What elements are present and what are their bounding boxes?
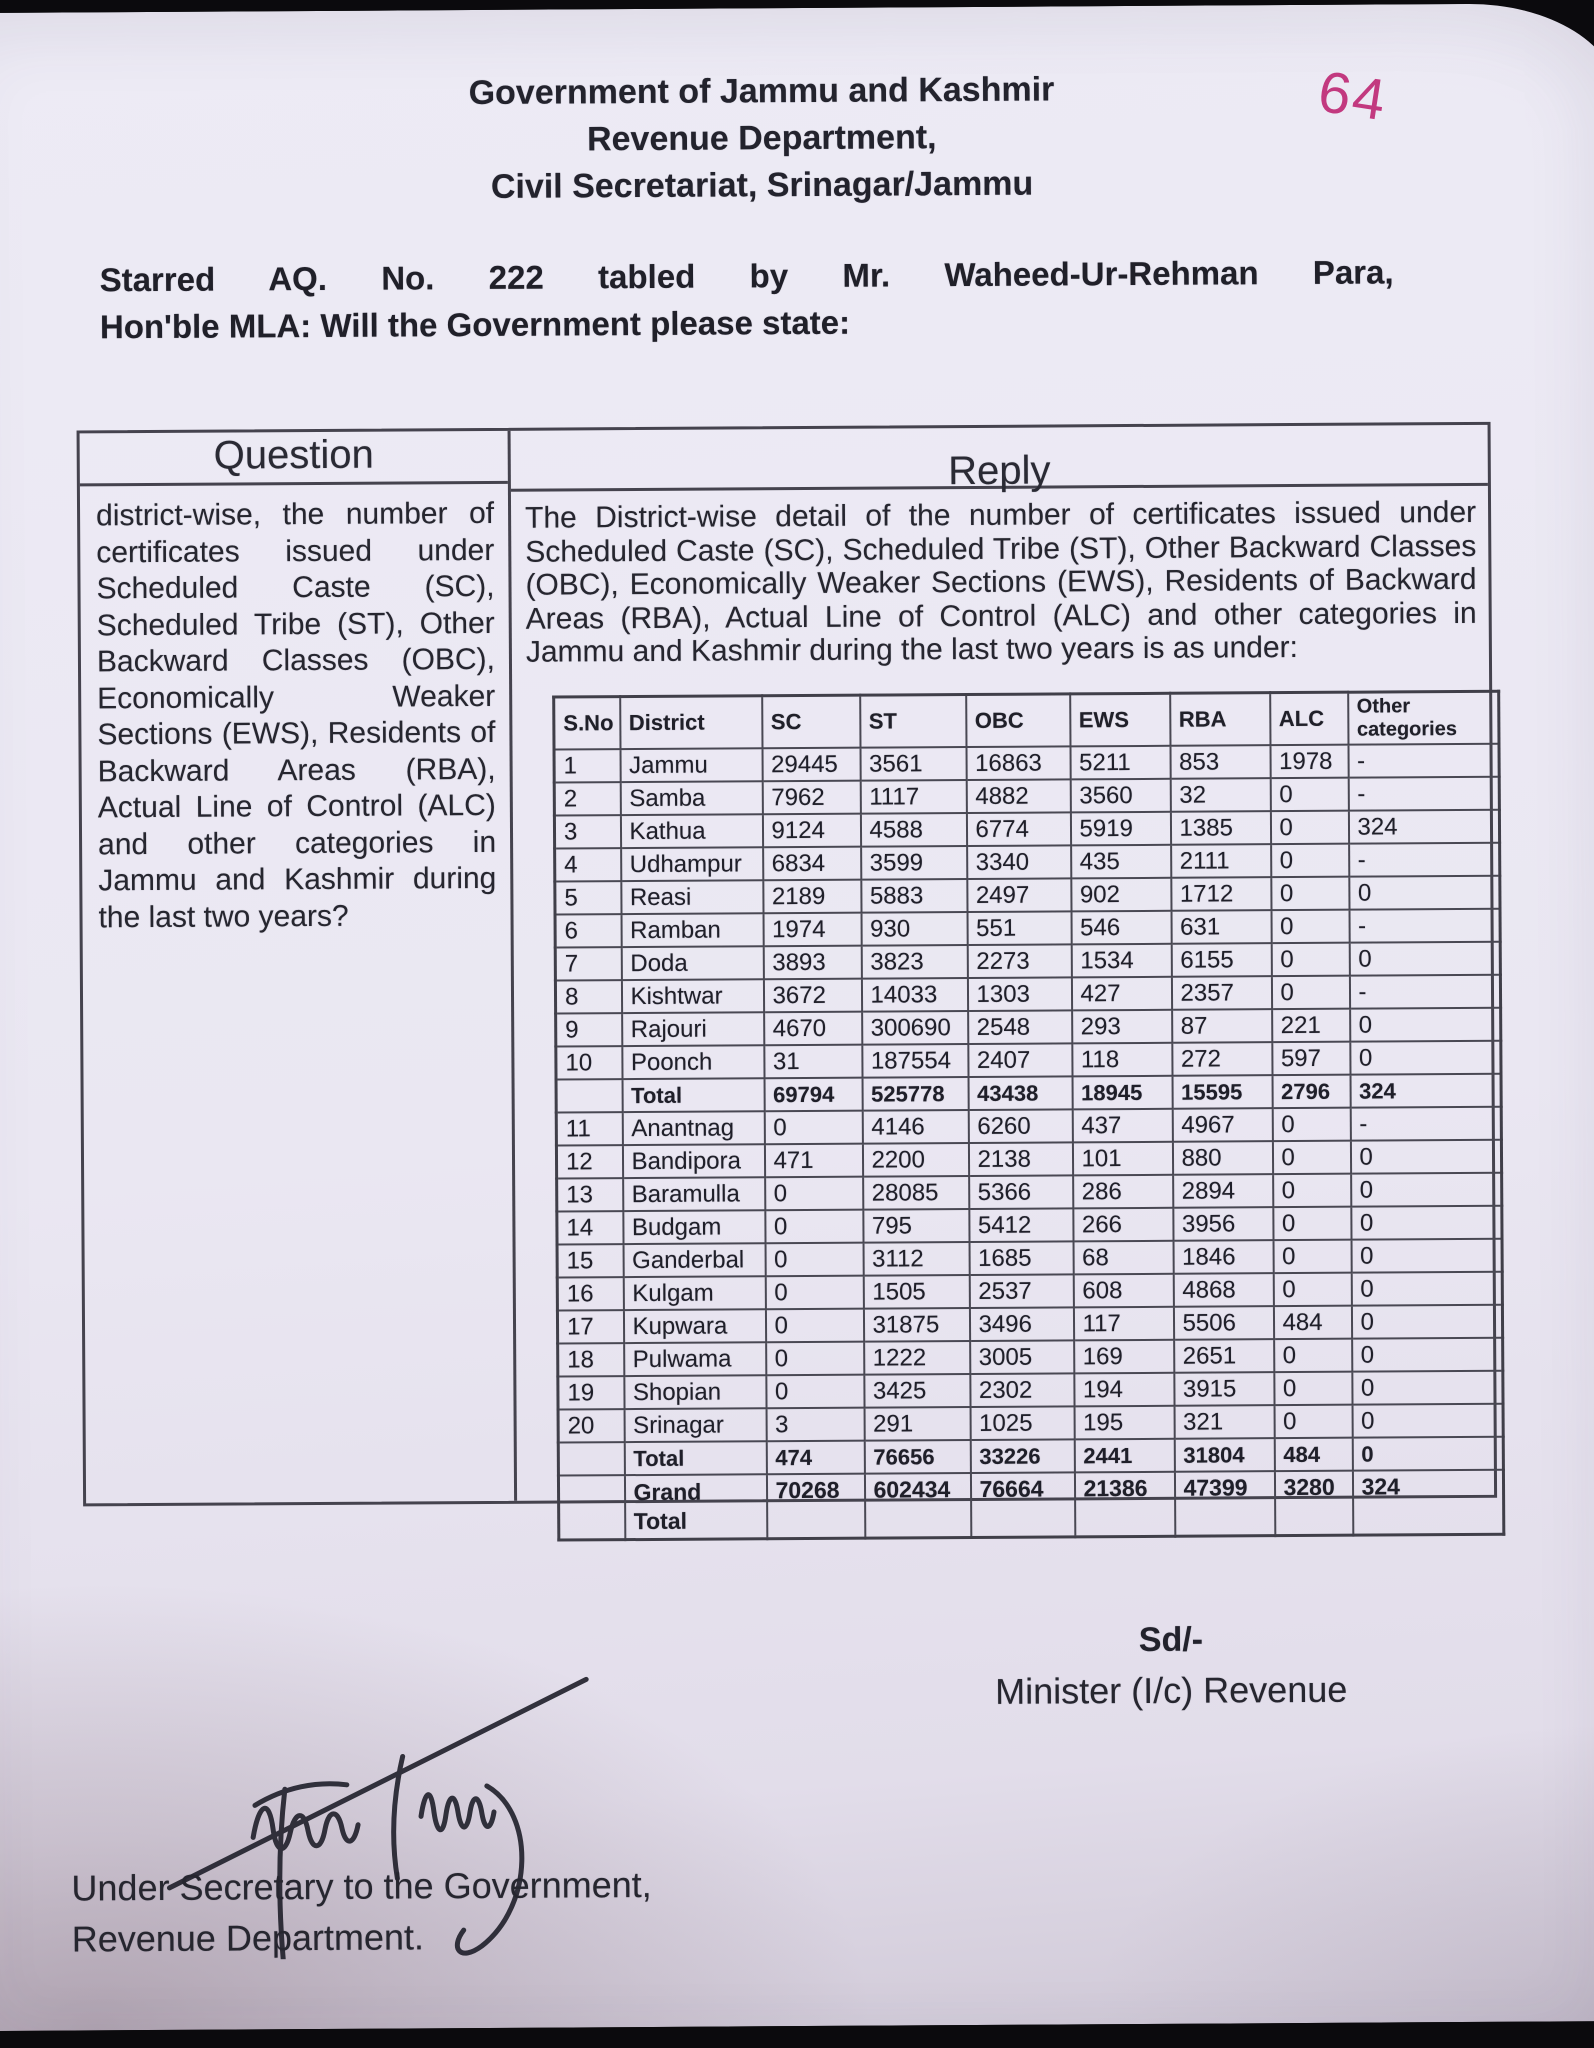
table-row	[558, 1469, 1503, 1539]
table-cell: 0	[1270, 777, 1348, 810]
table-cell: 3672	[763, 978, 861, 1012]
table-cell: 17	[557, 1310, 623, 1343]
footer-line-2: Revenue Department.	[71, 1916, 425, 1960]
table-cell: 3823	[861, 945, 967, 979]
table-cell: 0	[1271, 942, 1349, 975]
table-cell: 4670	[764, 1011, 862, 1045]
signature-stroke	[421, 1794, 494, 1830]
question-column	[80, 431, 518, 1504]
table-cell: 1117	[860, 780, 966, 814]
table-cell: Samba	[620, 781, 762, 815]
table-cell: 76656	[864, 1440, 970, 1474]
signature-stroke	[253, 1808, 358, 1849]
table-cell: Jammu	[620, 748, 762, 782]
table-cell: 19	[558, 1376, 624, 1409]
table-cell: 69794	[764, 1077, 862, 1111]
table-cell: 484	[1273, 1305, 1351, 1338]
table-cell: 608	[1073, 1273, 1173, 1307]
table-cell: 7	[555, 947, 621, 980]
question-intro-paragraph	[99, 248, 1394, 350]
table-cell: 602434	[864, 1473, 970, 1538]
table-cell: 0	[1352, 1436, 1503, 1470]
table-cell: 43438	[968, 1076, 1072, 1110]
table-cell: 70268	[766, 1473, 864, 1538]
document-header	[296, 65, 1227, 212]
table-cell: 0	[766, 1341, 864, 1375]
table-cell: 795	[863, 1209, 969, 1243]
table-cell: Total	[622, 1078, 764, 1112]
table-cell: 1712	[1171, 877, 1271, 911]
table-cell: -	[1349, 908, 1500, 942]
table-cell: 14	[557, 1211, 623, 1244]
table-cell: 551	[967, 911, 1071, 945]
table-cell: 31875	[863, 1308, 969, 1342]
table-cell: 6260	[968, 1109, 1072, 1143]
table-cell: 474	[766, 1440, 864, 1474]
table-cell: 4	[555, 848, 621, 881]
table-cell: 0	[1349, 941, 1500, 975]
table-cell: 2138	[968, 1142, 1072, 1176]
table-header-cell: ALC	[1270, 692, 1348, 745]
table-cell: 2497	[967, 878, 1071, 912]
table-cell: 2894	[1173, 1174, 1273, 1208]
table-cell: -	[1348, 776, 1499, 810]
table-cell: 930	[861, 912, 967, 946]
table-cell: Doda	[621, 946, 763, 980]
table-cell: 6	[555, 914, 621, 947]
table-cell: 2200	[862, 1143, 968, 1177]
table-cell: 1222	[864, 1341, 970, 1375]
table-cell: 1974	[763, 912, 861, 946]
table-cell: 2111	[1171, 844, 1271, 878]
table-cell: 33226	[970, 1439, 1074, 1473]
table-cell: 1685	[969, 1241, 1073, 1275]
table-cell: 118	[1072, 1042, 1172, 1076]
table-cell: Udhampur	[621, 847, 763, 881]
table-cell: 187554	[862, 1044, 968, 1078]
table-cell: 0	[765, 1176, 863, 1210]
table-cell	[558, 1475, 624, 1540]
table-cell: 47399	[1174, 1471, 1274, 1536]
table-cell: 0	[1273, 1206, 1351, 1239]
table-cell: 435	[1071, 844, 1171, 878]
table-cell: 15595	[1172, 1075, 1272, 1109]
table-cell: 0	[1271, 843, 1349, 876]
table-cell: 2189	[763, 879, 861, 913]
table-cell: 18	[558, 1343, 624, 1376]
table-cell: Ramban	[621, 913, 763, 947]
table-cell: Rajouri	[622, 1012, 764, 1046]
table-cell: 31	[764, 1044, 862, 1078]
table-cell: 300690	[862, 1011, 968, 1045]
district-certificates-table	[552, 689, 1505, 1541]
table-cell: 2548	[968, 1010, 1072, 1044]
table-cell: 0	[1274, 1404, 1352, 1437]
table-cell: -	[1348, 743, 1499, 777]
table-cell: 4588	[860, 813, 966, 847]
table-cell: 1025	[970, 1406, 1074, 1440]
table-body	[554, 743, 1504, 1539]
table-header-row	[554, 691, 1499, 749]
table-cell: 3425	[864, 1374, 970, 1408]
table-cell: 2441	[1074, 1438, 1174, 1472]
table-cell: 1303	[967, 977, 1071, 1011]
table-cell: 5	[555, 881, 621, 914]
table-cell: Baramulla	[623, 1177, 765, 1211]
table-cell: Poonch	[622, 1045, 764, 1079]
table-cell: 0	[1352, 1370, 1503, 1404]
table-cell: 1505	[863, 1275, 969, 1309]
table-cell	[558, 1442, 624, 1475]
table-cell: 631	[1171, 910, 1271, 944]
table-cell: 0	[765, 1209, 863, 1243]
table-cell: 3561	[860, 747, 966, 781]
header-line-secretariat: Civil Secretariat, Srinagar/Jammu	[490, 164, 1034, 206]
table-cell: 1	[554, 749, 620, 782]
table-cell: 0	[1350, 1139, 1501, 1173]
intro-line-2: Hon'ble MLA: Will the Government please state:	[99, 303, 851, 346]
table-header-cell: ST	[860, 694, 966, 747]
table-cell: -	[1349, 842, 1500, 876]
footer-signatory	[71, 1859, 652, 1965]
table-cell: 321	[1174, 1405, 1274, 1439]
table-cell: 484	[1274, 1437, 1352, 1470]
table-cell: 2	[554, 782, 620, 815]
table-cell: 0	[765, 1308, 863, 1342]
table-cell: 29445	[762, 747, 860, 781]
table-cell: 437	[1072, 1108, 1172, 1142]
table-cell: 6155	[1171, 943, 1271, 977]
table-cell: 0	[1270, 810, 1348, 843]
table-cell: 0	[766, 1374, 864, 1408]
table-cell: 2302	[970, 1373, 1074, 1407]
table-cell: Total	[624, 1441, 766, 1475]
table-header-cell: EWS	[1070, 693, 1170, 746]
table-cell	[556, 1079, 622, 1112]
table-cell: 169	[1074, 1339, 1174, 1373]
table-cell: 4882	[966, 779, 1070, 813]
table-cell: 20	[558, 1409, 624, 1442]
table-cell: 9124	[762, 813, 860, 847]
table-cell: 0	[1273, 1239, 1351, 1272]
table-cell: 324	[1352, 1469, 1503, 1534]
table-cell: 7962	[762, 780, 860, 814]
table-cell: 6774	[966, 812, 1070, 846]
table-cell: 3005	[970, 1340, 1074, 1374]
table-cell: Shopian	[624, 1375, 766, 1409]
table-cell: 0	[1274, 1371, 1352, 1404]
table-cell: 0	[1350, 1007, 1501, 1041]
reply-title: Reply	[511, 425, 1488, 492]
table-header-cell: OBC	[966, 693, 1070, 746]
table-cell: Kishtwar	[621, 979, 763, 1013]
table-cell: -	[1350, 1106, 1501, 1140]
table-cell: 0	[1272, 1107, 1350, 1140]
table-cell: Ganderbal	[623, 1243, 765, 1277]
table-cell: 0	[1351, 1172, 1502, 1206]
table-cell: 0	[1351, 1304, 1502, 1338]
handwritten-page-number: 64	[1314, 58, 1392, 134]
table-cell: 324	[1350, 1073, 1501, 1107]
table-cell: 0	[765, 1242, 863, 1276]
table-cell: 194	[1074, 1372, 1174, 1406]
table-cell: 286	[1073, 1174, 1173, 1208]
minister-title: Minister (I/c) Revenue	[995, 1668, 1348, 1712]
table-cell: 4146	[862, 1110, 968, 1144]
table-cell: Anantnag	[622, 1111, 764, 1145]
intro-line-1: Starred AQ. No. 222 tabled by Mr. Waheed-Ur-Rehman Para,	[99, 253, 1394, 299]
table-cell: 3956	[1173, 1207, 1273, 1241]
table-cell: -	[1349, 974, 1500, 1008]
table-cell: 0	[1273, 1173, 1351, 1206]
question-title: Question	[80, 431, 508, 487]
table-cell: 5883	[861, 879, 967, 913]
reply-column	[511, 425, 1495, 1534]
table-cell: 13	[557, 1178, 623, 1211]
signature-stroke	[168, 1679, 587, 1888]
table-cell: 2407	[968, 1043, 1072, 1077]
table-cell: 0	[1351, 1238, 1502, 1272]
table-cell: 5506	[1173, 1306, 1273, 1340]
footer-line-1: Under Secretary to the Government,	[71, 1863, 652, 1909]
table-cell: 3496	[969, 1307, 1073, 1341]
header-line-government: Government of Jammu and Kashmir	[468, 70, 1055, 113]
table-cell: 3560	[1070, 778, 1170, 812]
table-cell: 880	[1172, 1141, 1272, 1175]
table-cell: 3112	[863, 1242, 969, 1276]
table-cell: 5366	[969, 1175, 1073, 1209]
table-cell: 87	[1172, 1009, 1272, 1043]
signoff-block	[936, 1619, 1407, 1713]
table-cell: 16863	[966, 746, 1070, 780]
table-cell: 0	[765, 1275, 863, 1309]
table-cell: Kupwara	[623, 1309, 765, 1343]
table-cell: 2651	[1174, 1339, 1274, 1373]
signature-stroke	[255, 1784, 347, 1806]
table-cell: Kathua	[620, 814, 762, 848]
table-cell: Bandipora	[622, 1144, 764, 1178]
table-header-cell: S.No	[554, 696, 620, 749]
table-cell: 6834	[763, 846, 861, 880]
reply-body: The District-wise detail of the number of certificates issued under Scheduled Caste (SC), Scheduled Tribe (ST), Other Backward Classes (OBC), Economically Weaker Sections (EWS), Residents of Backward Areas (RBA), Actual Line of Control (ALC) and other categories in Jammu and Kashmir during the last two years is as under:	[524, 495, 1477, 669]
table-cell: 31804	[1174, 1438, 1274, 1472]
question-reply-box	[77, 422, 1498, 1534]
table-cell: 3	[554, 815, 620, 848]
table-cell: 4967	[1172, 1108, 1272, 1142]
table-cell: 10	[556, 1046, 622, 1079]
table-cell: 18945	[1072, 1075, 1172, 1109]
table-cell: 3599	[861, 846, 967, 880]
table-cell: 68	[1073, 1240, 1173, 1274]
document-page	[0, 3, 1594, 2031]
table-cell: 546	[1071, 910, 1171, 944]
table-cell: 293	[1072, 1009, 1172, 1043]
table-cell: 324	[1348, 809, 1499, 843]
table-cell: 9	[556, 1013, 622, 1046]
table-cell: 272	[1172, 1042, 1272, 1076]
table-cell: 2273	[967, 944, 1071, 978]
table-cell: 0	[1271, 876, 1349, 909]
table-cell: 0	[1351, 1271, 1502, 1305]
table-cell: 2796	[1272, 1074, 1350, 1107]
table-cell: 195	[1074, 1405, 1174, 1439]
table-header-cell: SC	[762, 695, 860, 748]
table-cell: 2357	[1171, 976, 1271, 1010]
table-cell: 0	[1274, 1338, 1352, 1371]
table-cell: 3893	[763, 945, 861, 979]
table-cell: 21386	[1074, 1471, 1174, 1536]
table-cell: 28085	[863, 1176, 969, 1210]
sd-label: Sd/-	[1138, 1620, 1204, 1659]
table-cell: 0	[1273, 1272, 1351, 1305]
table-cell: 0	[1271, 975, 1349, 1008]
table-header-cell: RBA	[1170, 692, 1270, 745]
table-cell: 5211	[1070, 745, 1170, 779]
table-cell: 427	[1071, 976, 1171, 1010]
header-line-department: Revenue Department,	[586, 118, 937, 159]
table-cell: 266	[1073, 1207, 1173, 1241]
table-cell: 0	[1352, 1337, 1503, 1371]
table-cell: 4868	[1173, 1273, 1273, 1307]
table-cell: 14033	[861, 978, 967, 1012]
table-cell: 1385	[1170, 811, 1270, 845]
table-cell: 101	[1072, 1141, 1172, 1175]
table-cell: 1534	[1071, 943, 1171, 977]
table-cell: 11	[556, 1112, 622, 1145]
table-cell: Reasi	[621, 880, 763, 914]
table-cell: Srinagar	[624, 1408, 766, 1442]
table-cell: 597	[1272, 1041, 1350, 1074]
table-cell: Pulwama	[624, 1342, 766, 1376]
table-cell: 0	[1272, 1140, 1350, 1173]
table-cell: 1846	[1173, 1240, 1273, 1274]
table-cell: 8	[555, 980, 621, 1013]
table-cell: 853	[1170, 745, 1270, 779]
table-cell: 117	[1073, 1306, 1173, 1340]
table-cell: 0	[1271, 909, 1349, 942]
table-cell: 16	[557, 1277, 623, 1310]
table-cell: 1978	[1270, 744, 1348, 777]
table-cell: 0	[1350, 1040, 1501, 1074]
question-body: district-wise, the number of certificates issued under Scheduled Caste (SC), Scheduled Tribe (ST), Other Backward Classes (OBC), Economically Weaker Sections (EWS), Residents of Backward Areas (RBA), Actual Line of Control (ALC) and other categories in Jammu and Kashmir during the last two years?	[95, 496, 497, 934]
table-cell: 5919	[1070, 811, 1170, 845]
table-cell: 0	[1351, 1205, 1502, 1239]
table-cell: 12	[556, 1145, 622, 1178]
table-header	[554, 691, 1499, 749]
table-cell: 0	[1349, 875, 1500, 909]
table-cell: Grand Total	[624, 1474, 766, 1539]
table-cell: 2537	[969, 1274, 1073, 1308]
table-cell: 5412	[969, 1208, 1073, 1242]
table-cell: 902	[1071, 877, 1171, 911]
table-cell: 221	[1272, 1008, 1350, 1041]
table-header-cell: District	[620, 695, 762, 748]
table-cell: 3280	[1274, 1470, 1352, 1535]
table-cell: 3	[766, 1407, 864, 1441]
table-cell: 525778	[862, 1077, 968, 1111]
table-header-cell: Other categories	[1348, 691, 1499, 744]
table-cell: 291	[864, 1407, 970, 1441]
table-cell: 32	[1170, 778, 1270, 812]
table-cell: 3915	[1174, 1372, 1274, 1406]
table-cell: 3340	[967, 845, 1071, 879]
table-cell: 0	[1352, 1403, 1503, 1437]
table-cell: Budgam	[623, 1210, 765, 1244]
table-cell: 76664	[970, 1472, 1074, 1537]
table-cell: 15	[557, 1244, 623, 1277]
table-cell: Kulgam	[623, 1276, 765, 1310]
table-cell: 471	[764, 1143, 862, 1177]
table-cell: 0	[764, 1110, 862, 1144]
